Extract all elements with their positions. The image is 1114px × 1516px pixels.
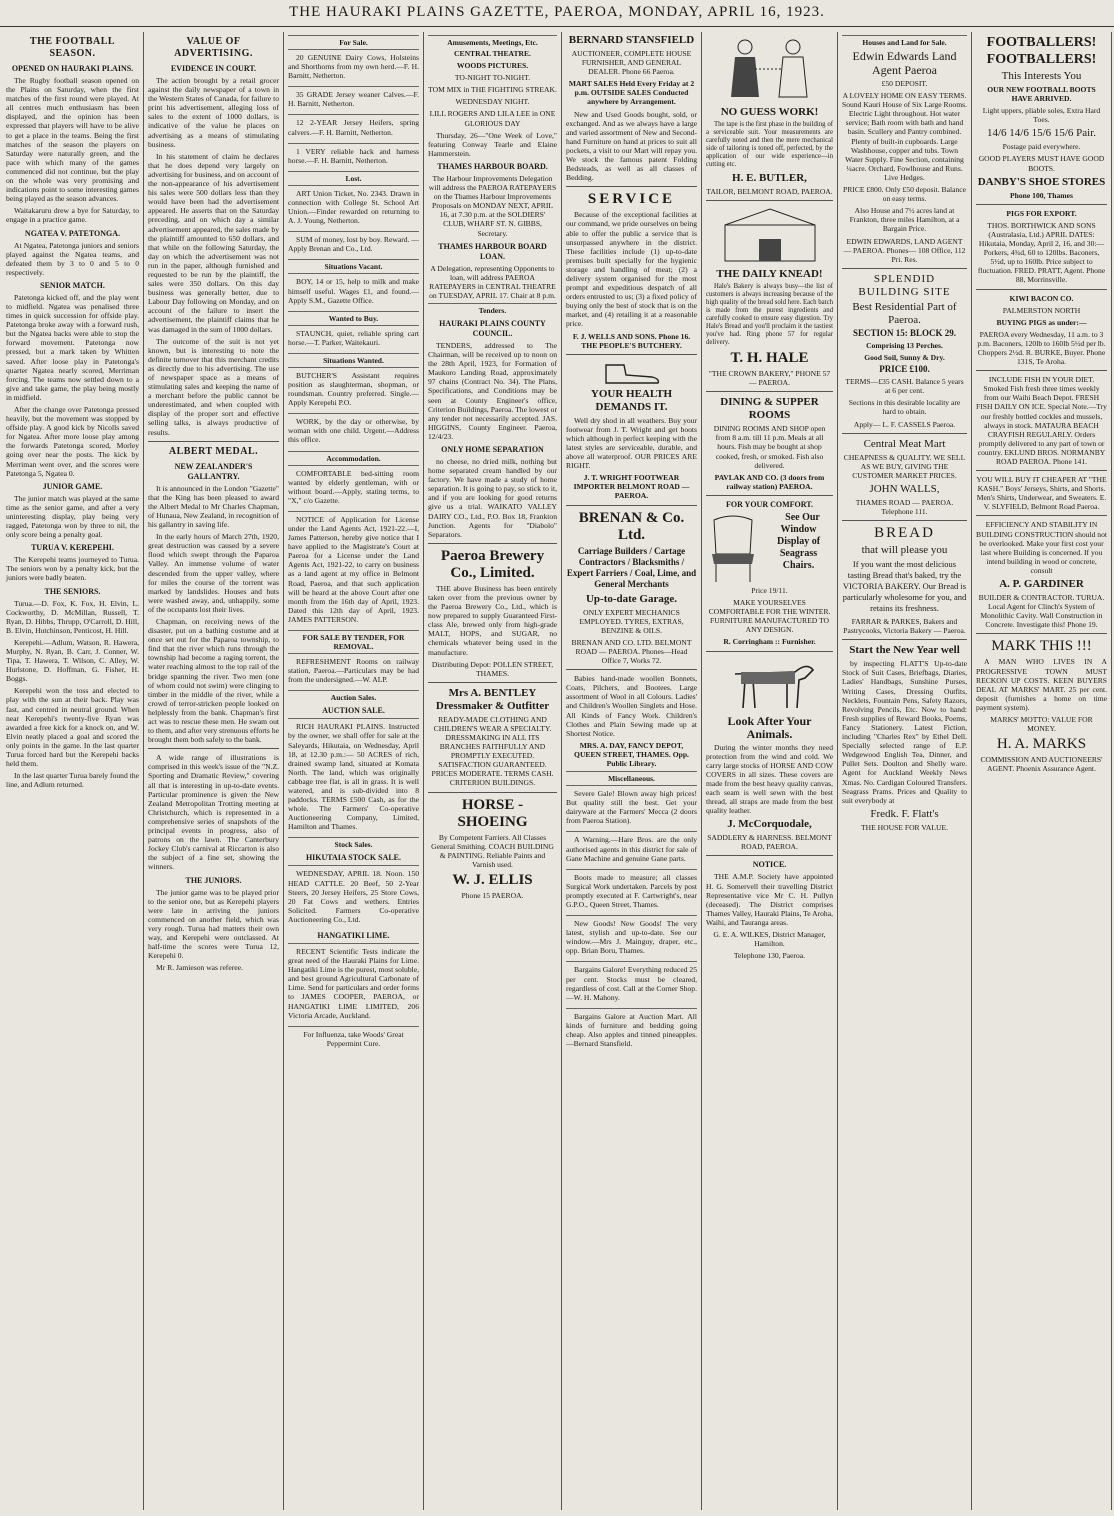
mccorquodale-name: J. McCorquodale, bbox=[727, 818, 812, 831]
ad-text: TOM MIX in THE FIGHTING STREAK. bbox=[428, 85, 557, 95]
article-title: VALUE OF ADVERTISING. bbox=[174, 36, 253, 59]
seagrass-chair-illustration-icon bbox=[706, 514, 760, 584]
ad-text: WEDNESDAY NIGHT. bbox=[455, 97, 530, 107]
ad-text: By Competent Farriers. All Classes General Smithing. COACH BUILDING & PAINTING. Reliable Paints and Varnish used. bbox=[431, 832, 554, 869]
classified-ad: SUM of money, lost by boy. Reward. — Apply Brenan and Co., Ltd. bbox=[288, 231, 419, 256]
ad-text: MRS. A. DAY, FANCY DEPOT, QUEEN STREET, THAMES. Opp. Public Library. bbox=[574, 740, 689, 768]
paragraph: The action brought by a retail grocer against the daily newspaper of a town in the Western States of Canada, for failure to print his advertisement, alleging loss of sales to the extent of 1000 dollars, is indicative of the value he places on advertising as a means of stimulating business. bbox=[148, 76, 279, 149]
section-heading: Lost. bbox=[288, 171, 419, 183]
ad-text: During the winter months they need protection from the wind and cold. We carry large stocks of HORSE AND COW COVERS in all sizes. These covers are made from the best heavy quality canvas, each seam is well sewn with the best thread, all straps are made from the best quality leather. bbox=[706, 742, 833, 816]
ad-text: Thursday, 26—"One Week of Love," featuring Conway Tearle and Elaine Hammerstein. bbox=[428, 130, 557, 158]
ad-text: A LOVELY HOME ON EASY TERMS. Sound Kauri House of Six Large Rooms. Electric Light throughout. Hot water service; Bath room with bath and hand basin. Scullery and Pantry combined. Plenty of built-in cupboards. Large Washhouse, copper and tubs. Town Water Supply. Fine Section, containing ¼acre. Orchard, Fowlhouse and Runs. Live Hedges. bbox=[842, 91, 967, 182]
hale-name: T. H. HALE bbox=[730, 350, 809, 367]
paragraph: The junior match was played at the same time as the senior game, and after a very uninteresting display, play being very ragged, Patetonga won by three to nil, the only score being a penalty goal. bbox=[6, 493, 139, 540]
classified-ad: 20 GENUINE Dairy Cows, Holsteins and Shorthorns from my own herd.—F. H. Barnitt, Netherton. bbox=[288, 49, 419, 83]
paragraph: The Kerepehi teams journeyed to Turua. The seniors won by a penalty kick, but the juniors were badly beaten. bbox=[6, 555, 139, 583]
ad-heading: THAMES HARBOUR BOARD LOAN. bbox=[438, 241, 547, 261]
ad-text: Because of the exceptional facilities at our command, we pride ourselves on being able to offer the public a service that is unsurpassed anywhere in the district. These facilities include (1) up-to-date premises built specially for the hygienic storage and handling of meat; (2) a delivery system organised for the most prompt and expeditious despatch of all orders entrusted to us; (3) a fixed policy of buying only the best of stock that is on the market, and (4) retailing it at a reasonable price. bbox=[566, 210, 697, 329]
paragraph: Turua.—D. Fox, K. Fox, H. Elvin, L. Cockworthy, D. McMillan, Russell, T. Ryan, D. Hibbs, Thrupp, O'Carroll, D. Hill, B. Elvin, Hutchinson, Penticost, H. Hill. bbox=[6, 598, 139, 635]
classified-ad: Boots made to measure; all classes Surgical Work undertaken. Parcels by post promptly executed at F. Cartwright's, near G.P.O., Queen Street, Thames. bbox=[566, 869, 697, 912]
ad-text: Distributing Depot: POLLEN STREET, THAMES. bbox=[431, 659, 554, 678]
boot-illustration-icon bbox=[602, 359, 662, 385]
classified-ad: For Influenza, take Woods' Great Peppermint Cure. bbox=[288, 1026, 419, 1051]
ad-text: MART SALES Held Every Friday at 2 p.m. OUTSIDE SALES Conducted anywhere by Arrangement. bbox=[568, 79, 695, 107]
column-football bbox=[2, 32, 144, 1510]
ad-text: A Delegation, representing Opponents to loan, will address PAEROA RATEPAYERS in CENTRAL THEATRE on TUESDAY, APRIL 17. Chair at 8 p.m. bbox=[429, 263, 556, 300]
paragraph: A wide range of illustrations is comprised in this week's issue of the "N.Z. Sporting and Dramatic Review," covering all that is interesting in up-to-date events. Particular prominence is given the New Zealand Metropolitan Trotting meeting at Christchurch, which is represented in a comprehensive series of snapshots of the principal events in progress, also of patrons on the lawn. The Canterbury Jockey Club's carnival at Riccarton is also the subject of a fine set, showing the winners. bbox=[148, 753, 279, 872]
ad-heading: NOTICE. bbox=[752, 860, 787, 870]
ad-text: no cheese, no dried milk, nothing but home separated cream handled by our factory. We have made a study of home separation. It is going to pay, so stick to it, and if you are looking for good returns give us a trial. WAIKATO VALLEY DAIRY CO., Ltd., P.O. Box 18, Frankton Junction. Agents for "Diabolo" Separators. bbox=[428, 457, 557, 539]
ad-text: OUR NEW FOOTBALL BOOTS HAVE ARRIVED. bbox=[987, 85, 1096, 104]
section-heading: SENIOR MATCH. bbox=[40, 280, 105, 290]
ad-text: EFFICIENCY AND STABILITY IN BUILDING CONSTRUCTION should not be overlooked. Make your first cost your last where Building is concerned. If you intend building in wood or concrete, consult bbox=[976, 520, 1107, 575]
ad-text: Sections in this desirable locality are hard to obtain. bbox=[848, 398, 961, 417]
ad-text: EDWIN EDWARDS, LAND AGENT — PAEROA. Phones— 108 Office, 112 Pri. Res. bbox=[843, 236, 966, 264]
ad-heading: CENTRAL THEATRE. bbox=[454, 49, 531, 58]
brenan-name: BRENAN & Co. Ltd. bbox=[578, 509, 685, 543]
ad-text: THE above Business has been entirely taken over from the previous owner by the Paeroa Brewery Co., Ltd., which is now prepared to supply Guaranteed First-class Ale, brewed only from high-grade MALT, HOPS, and SUGAR, no chemicals whatever being used in the manufacture. bbox=[428, 583, 557, 657]
ad-text: Comprising 13 Perches. bbox=[866, 340, 943, 350]
masthead: THE HAURAKI PLAINS GAZETTE, PAEROA, MONDAY, APRIL 16, 1923. bbox=[0, 4, 1114, 27]
ad-heading: FOR YOUR COMFORT. bbox=[725, 499, 814, 509]
horse-illustration-icon bbox=[715, 656, 825, 712]
ad-text: Apply— L. F. CASSELS Paeroa. bbox=[853, 419, 956, 429]
ad-text: TAILOR, BELMONT ROAD, PAEROA. bbox=[706, 187, 833, 196]
ad-text: PIGS FOR EXPORT. bbox=[1006, 208, 1077, 218]
ad-text: The tape is the first phase in the building of a serviceable suit. Your measurements are carefully noted and then the mere mechanical side of tailoring is toned off, perfected, by the application of our wide experience—in cutting etc. bbox=[706, 121, 833, 168]
ad-text: PRICE £100. bbox=[879, 364, 930, 375]
ad-text: Phone 100, Thames bbox=[1010, 190, 1073, 200]
paragraph: After the change over Patetonga pressed heavily, but the movement was stopped by offside play. A good kick by Nicolls saved for Ngatea. After more loose play among the forwards Patetonga scored, Morley going over near the posts. The kick by Merriman went over, and the scores were Patetonga 5, Ngatea 0. bbox=[6, 405, 139, 478]
classified-ad: RECENT Scientific Tests indicate the great need of the Hauraki Plains for Lime. Hangatiki Lime is the purest, most soluble, and best ground Agricultural Carbonate of Lime. Send for particulars and order forms to JAMES COOPER, PAEROA, or HANGATIKI LIME LIMITED, 206 Victoria Arcade, Auckland. bbox=[288, 943, 419, 1023]
ad-text: INCLUDE FISH IN YOUR DIET. Smoked Fish fresh three times weekly from our Waihi Beach Depot. FRESH FISH DAILY ON ICE. Special Note.—Try our freshly bottled cockles and mussels, always in stock. MATAURA BEACH CRAYFISH REGULARLY. Orders promptly delivered to any part of town or country. EKLUND BROS. NORMANBY ROAD PAEROA. Phone 141. bbox=[976, 375, 1107, 466]
classified-ad: RICH HAURAKI PLAINS. Instructed by the owner, we shall offer for sale at the Saleyards, Hikutaia, on Wednesday, April 18, at 12.30 p.m.:— 50 ACRES of rich, drained swamp land, situated at Komata North. The land, which was originally cabbage tree flat, is all in grass. It is well watered, and is sub-divided into 8 paddocks. TERMS £500 Cash, as for the whole. The Farmers' Co-operative Auctioneering Company, Limited, Hamilton and Thames. bbox=[288, 718, 419, 834]
section-heading: Auction Sales. bbox=[288, 690, 419, 702]
classified-ad: WEDNESDAY, APRIL 18. Noon. 150 HEAD CATTLE. 20 Beef, 50 2-Year Steers, 20 Jersey Heifers, 25 Store Cows, 20 Fat Cows and wethers. Entries Solicited. Farmers Co-operative Auctioneering Co., Ltd. bbox=[288, 865, 419, 927]
section-heading: FOR SALE BY TENDER, FOR REMOVAL. bbox=[288, 630, 419, 651]
residential-heading: Best Residential Part of Paeroa. bbox=[852, 300, 957, 326]
ad-text: Babies hand-made woollen Bonnets, Coats, Pilchers, and Bootees. Large assortment of Wool in all Colours. Ladies' and Children's Woollen Singlets and Hose. All Kinds of Fancy Work. Children's Clothes and Plain Sewing made up at Shortest Notice. bbox=[566, 674, 697, 738]
ad-text: THAMES ROAD — PAEROA. Telephone 111. bbox=[855, 497, 954, 516]
classified-ad: BUTCHER'S Assistant requires position as slaughterman, shopman, or roundsman. Country preferred. Single.—Apply Kerepehi P.O. bbox=[288, 367, 419, 410]
classified-ad: BOY, 14 or 15, help to milk and make himself useful. Wages £1, and found.—Apply S.M., Gazette Office. bbox=[288, 273, 419, 307]
column-classifieds bbox=[284, 32, 424, 1510]
service-heading: SERVICE bbox=[587, 191, 676, 208]
ad-text: "THE CROWN BAKERY," PHONE 57 — PAEROA. bbox=[708, 369, 831, 388]
ad-text: Well dry shod in all weathers. Buy your footwear from J. T. Wright and get boots which although in perfect keeping with the latest styles are serviceable, durable, and above all waterproof. OUR PRICES ARE RIGHT. bbox=[566, 415, 697, 471]
ad-text: FARRAR & PARKES, Bakers and Pastrycooks, Victoria Bakery — Paeroa. bbox=[843, 617, 966, 636]
ad-text: COMMISSION AND AUCTIONEERS' AGENT. Phoenix Assurance Agent. bbox=[980, 755, 1103, 774]
ad-text: J. T. WRIGHT FOOTWEAR IMPORTER BELMONT ROAD — PAEROA. bbox=[573, 473, 690, 501]
section-heading: NGATEA V. PATETONGA. bbox=[24, 228, 121, 238]
section-heading: Houses and Land for Sale. bbox=[842, 35, 967, 47]
site-heading: SPLENDID BUILDING SITE bbox=[858, 272, 951, 298]
article-subtitle: OPENED ON HAURAKI PLAINS. bbox=[11, 64, 134, 73]
ad-text: MAKE YOURSELVES COMFORTABLE FOR THE WINTER. FURNITURE MANUFACTURED TO ANY DESIGN. bbox=[708, 598, 831, 635]
ad-text: R. Corringham :: Furnisher. bbox=[723, 637, 816, 647]
classified-ad: New Goods! New Goods! The very latest, stylish and up-to-date. See our window.—Mrs J. Mainguy, draper, etc., opp. Brian Boru, Thames. bbox=[566, 915, 697, 958]
ad-text: G. E. A. WILKES, District Manager, Hamilton. bbox=[713, 930, 826, 949]
ad-text: BRENAN AND CO. LTD. BELMONT ROAD — PAEROA. Phones—Head Office 7, Works 72. bbox=[571, 637, 692, 666]
ad-heading: THAMES HARBOUR BOARD. bbox=[437, 161, 548, 171]
paragraph: In the early hours of March 27th, 1920, great destruction was caused by a severe flood which swept through the Paparoa Valley. An immense volume of water descended from the upper valley, where for miles the course of the torrent was marked by landslides. Houses and huts were washed away, and, unhappily, some of the occupants lost their lives. bbox=[148, 532, 279, 614]
stansfield-name: BERNARD STANSFIELD bbox=[568, 34, 695, 46]
ad-text: AUCTIONEER, COMPLETE HOUSE FURNISHER, AND GENERAL DEALER. Phone 66 Paeroa. bbox=[571, 49, 692, 77]
bread-heading: BREAD bbox=[874, 525, 935, 542]
meat-mart-heading: Central Meat Mart bbox=[863, 437, 946, 450]
new-year-heading: Start the New Year well bbox=[849, 644, 960, 657]
ad-text: New and Used Goods bought, sold, or exchanged. And as we always have a large and varied assortment of New and Second-hand Furniture on hand at prices to suit all pockets, a visit to our Mart will repay you. We stock the famous patent Folding Bedsteads, as well as all classes of Bedding. bbox=[566, 109, 697, 183]
butler-name: H. E. BUTLER, bbox=[732, 172, 807, 184]
section-heading: For Sale. bbox=[288, 35, 419, 47]
paragraph: In the last quarter Turua barely found the line, and Adlum returned. bbox=[6, 771, 139, 790]
health-heading: YOUR HEALTH DEMANDS IT. bbox=[590, 387, 673, 413]
mark-heading: MARK THIS !!! bbox=[991, 638, 1092, 655]
flatt-name: Fredk. F. Flatt's bbox=[870, 807, 939, 820]
classified-ad: 12 2-YEAR Jersey Heifers, spring calvers.—F. H. Barnitt, Netherton. bbox=[288, 114, 419, 139]
ad-text: LILL ROGERS AND LILA LEE in ONE GLORIOUS DAY bbox=[429, 109, 556, 128]
classified-ad: A Warning.—Hare Bros. are the only authorised agents in this district for sale of Gane Machine and genuine Gane parts. bbox=[566, 831, 697, 865]
ad-text: THE A.M.P. Society have appointed H. G. Somervell their travelling District Representative vice Mr C. H. Pullyn (deceased). The District comprises Thames Valley, Hauraki Plains, Te Aroha, Waihi, and Tauranga areas. bbox=[706, 872, 833, 927]
paragraph: Kerepehi won the toss and elected to play with the sun at their back. Play was fast, and centred in neutral ground. When near Kerepehi's twenty-five Ryan was awarded a free kick for a knock on, and W. Elvin neatly placed a goal and scored the only points in the game. In the last quarter Turua forced hard but the Kerepehi backs held them. bbox=[6, 686, 139, 769]
ad-heading: AUCTION SALE. bbox=[322, 706, 385, 716]
classified-ad: WORK, by the day or otherwise, by woman with one child. Urgent.—Address this office. bbox=[288, 413, 419, 447]
section-heading: Amusements, Meetings, Etc. bbox=[428, 35, 557, 47]
ad-text: BUYING PIGS as under:— bbox=[996, 317, 1087, 327]
section-heading: Stock Sales. bbox=[288, 837, 419, 849]
dining-heading: DINING & SUPPER ROOMS bbox=[720, 396, 819, 422]
horse-shoeing-heading: HORSE - SHOEING bbox=[457, 796, 528, 830]
ad-text: by inspecting FLATT'S Up-to-date Stock of Suit Cases, Briefbags, Diaries, Ladies' Handbags, Sunshine Purses, Writing Cases, Dressing Outfits, Necklets, Fountain Pens, Safety Razors, Revolving Pencils, Etc. Now to hand: Fresh supplies of Reward Books, Poems, Fancy Stationery. Latest Fiction, including "Charles Rex" by Ethel Dell. Specially selected range of E.P. Wedgewood English Tea, Dinner, and Pullet Sets. Doulton and Shelly ware. Agent for Auckland Weekly News Xmas. No. Cardigan Coloured Transfers. Seagrass Prams. Prices and Quality to suit everybody at bbox=[842, 659, 967, 805]
section-heading: Tenders. bbox=[428, 303, 557, 315]
article-title: THE FOOTBALL SEASON. bbox=[29, 36, 116, 59]
ad-text: KIWI BACON CO. bbox=[1009, 293, 1074, 303]
classified-ad: Bargains Galore at Auction Mart. All kinds of furniture and bedding going cheap. Also apples and tinned pineapples.—Bernard Stansfield. bbox=[566, 1008, 697, 1051]
ad-text: TO-NIGHT TO-NIGHT. bbox=[454, 73, 531, 83]
ad-heading: HIKUTAIA STOCK SALE. bbox=[305, 853, 402, 863]
ad-text: SADDLERY & HARNESS. BELMONT ROAD, PAEROA. bbox=[707, 833, 832, 852]
paragraph: Patetonga kicked off, and the play went to midfield. Ngatea was penalised three times in quick succession for offside play. Patetonga broke away with a forward rush, but the Ngatea backs were able to stop the forward movement. Patetonga now pressed, but a mark taken by Whitten saved. After loose play in Patetonga's quarter Ngatea nearly scored, Merriman forcing. The teams now settled down to a give and take game, the play being mostly in midfield. bbox=[6, 292, 139, 402]
column-land-agents bbox=[838, 32, 972, 1510]
knead-heading: THE DAILY KNEAD! bbox=[716, 268, 823, 281]
paragraph: At Ngatea, Patetonga juniors and seniors played against the Ngatea teams, and defeated them by 3 to 0 and 5 to 0 respectively. bbox=[6, 240, 139, 277]
ellis-name: W. J. ELLIS bbox=[452, 871, 533, 888]
animals-heading: Look After Your Animals. bbox=[727, 713, 812, 741]
paragraph: The outcome of the suit is not yet known, but is interesting to note the definite turnover that this merchant credits as directly due to his advertising. The use of newspaper space as a means of stimulating sales and keeping the name of a merchant before the public cannot be underestimated, and when coupled with display of the proper sort and effective selling talks, is always productive of results. bbox=[148, 336, 279, 437]
ad-text: BUILDER & CONTRACTOR. TURUA. Local Agent for Clinch's System of Monolithic Cavity. Wall Construction in Concrete. Investigate this! Phone 19. bbox=[978, 593, 1105, 630]
paragraph: Mr R. Jamieson was referee. bbox=[156, 963, 243, 973]
ad-text: MARKS' MOTTO: VALUE FOR MONEY. bbox=[990, 714, 1093, 734]
ad-text: Hale's Bakery is always busy—the list of customers is always increasing because of the high quality of the bread sold here. Each batch is made from the purest ingredients and carefully cooked to ensure easy digestion. Try Hale's Bread and you'll proclaim it the tastiest you've had. Ring phone 57 for regular delivery. bbox=[706, 283, 833, 347]
chairs-heading: See Our Window Display of Seagrass Chairs. bbox=[776, 511, 821, 571]
ad-text: SECTION 15: BLOCK 29. bbox=[852, 327, 957, 338]
guess-heading: NO GUESS WORK! bbox=[720, 106, 819, 118]
garage-heading: Up-to-date Garage. bbox=[585, 592, 678, 605]
classified-ad: Bargains Galore! Everything reduced 25 per cent. Stocks must be cleared, regardless of cost. Call at the Corner Shop.—W. H. Mahony. bbox=[566, 961, 697, 1004]
ad-text: F. J. WELLS AND SONS. Phone 16. THE PEOPLE'S BUTCHERY. bbox=[572, 331, 691, 350]
interests-heading: This Interests You bbox=[1001, 70, 1082, 82]
danby-name: DANBY'S SHOE STORES bbox=[977, 175, 1106, 188]
ad-heading: WOODS PICTURES. bbox=[456, 61, 529, 71]
ad-text: TERMS—£35 CASH. Balance 5 years at 6 per cent. bbox=[845, 377, 964, 396]
ad-text: Phone 15 PAEROA. bbox=[461, 890, 524, 900]
section-heading: Situations Vacant. bbox=[288, 259, 419, 271]
classified-ad: Severe Gale! Blown away high prices! But quality still the best. Get your dairyware at the Farmers' Mecca (2 doors from Paeroa Station). bbox=[566, 785, 697, 828]
ad-heading: HANGATIKI LIME. bbox=[317, 931, 390, 940]
classified-ad: 1 VERY reliable hack and harness horse.—F. H. Barnitt, Netherton. bbox=[288, 143, 419, 168]
column-advertising bbox=[144, 32, 284, 1510]
ad-text: Good Soil, Sunny & Dry. bbox=[864, 352, 945, 362]
ad-text: GOOD PLAYERS MUST HAVE GOOD BOOTS. bbox=[978, 154, 1105, 173]
ad-text: DINING ROOMS AND SHOP open from 8 a.m. till 11 p.m. Meals at all hours. Fish may be bought at shop cooked, fresh, or smoked. Fish also delivered. bbox=[713, 424, 826, 470]
ad-text: PAEROA every Wednesday, 11 a.m. to 3 p.m. Baconers, 120lb to 160lb 5½d per lb. Choppers 2½d. R. BURKE, Buyer. Phone 131S, Te Aroha. bbox=[977, 329, 1106, 367]
section-heading: Wanted to Buy. bbox=[288, 311, 419, 323]
paragraph: Kerepehi.—Adlum, Watson, R. Hawera, Murphy, N. Ryan, B. Carr, J. Conner, W. Tipa, T. Hawera, T. Wilson, C. Alley, W. Hurlstone, D. Hoffman, G. Fisher, H. Boggs. bbox=[6, 637, 139, 684]
gardiner-name: A. P. GARDINER bbox=[999, 578, 1084, 591]
section-heading: Accommodation. bbox=[288, 451, 419, 463]
ad-text: Telephone 130, Paeroa. bbox=[733, 951, 806, 961]
column-footballers bbox=[972, 32, 1112, 1510]
ad-text: A MAN WHO LIVES IN A PROGRESSIVE TOWN MUST RECKON UP COSTS. KEEN BUYERS DEAL AT MARKS' MART. 25 per cent. deposit (furnishes a home on time payment system). bbox=[976, 657, 1107, 712]
article-subtitle: NEW ZEALANDER'S GALLANTRY. bbox=[174, 461, 253, 481]
ad-text: TENDERS, addressed to The Chairman, will be received up to noon on the 28th April, 1923, for Formation of Maukoro Landing Road, approximately 97 chains (Contract No. 34). The Plans, Specifications, and Conditions may be seen at County Engineer's office, Criterion Buildings, Paeroa. The lowest or any tender not necessarily accepted. JAS. HIGGINS, County Engineer. Paeroa, 12/4/23. bbox=[428, 340, 557, 441]
section-heading: THE JUNIORS. bbox=[185, 875, 242, 885]
classified-ad: 35 GRADE Jersey weaner Calves.—F. H. Barnitt, Netherton. bbox=[288, 86, 419, 111]
article-title: ALBERT MEDAL. bbox=[168, 445, 259, 457]
section-heading: THE SENIORS. bbox=[44, 586, 101, 596]
column-illustrated-ads bbox=[702, 32, 838, 1510]
ad-text: THOS. BORTHWICK AND SONS (Australasia, Ltd.) APRIL DATES: Hikutaia, Monday, April 2, 16, and 30:— Porkers, 4¾d, 60 to 120lbs. Baconers, 5½d, up to 160lb. Price subject to fluctuation. FRED. PRATT, Agent. Phone 88, Morrinsville. bbox=[977, 220, 1106, 285]
paragraph: The junior game was to be played prior to the senior one, but as Kerepehi players were late in arriving the juniors commenced on another field, which was very rough. Turua had matters their own way, and Kerepehi were outclassed. At half-time the scores were Turua 12, Kerepehi 0. bbox=[148, 887, 279, 961]
ad-text: PAVLAK AND CO. (3 doors from railway station) PAEROA. bbox=[714, 472, 825, 491]
bakery-illustration-icon bbox=[715, 205, 825, 265]
walls-name: JOHN WALLS, bbox=[869, 482, 940, 495]
classified-ad: COMFORTABLE bed-sitting room wanted by elderly gentleman, with or without board.—Apply, stating terms, to "X," c/o Gazette. bbox=[288, 465, 419, 508]
marks-name: H. A. MARKS bbox=[996, 736, 1087, 753]
footballers-heading: FOOTBALLERS! FOOTBALLERS! bbox=[986, 35, 1097, 67]
brewery-name: Paeroa Brewery Co., Limited. bbox=[440, 547, 545, 581]
ad-text: £50 DEPOSIT. bbox=[881, 79, 928, 88]
article-subtitle: EVIDENCE IN COURT. bbox=[170, 64, 257, 73]
dressmaker-name: Mrs A. BENTLEY Dressmaker & Outfitter bbox=[435, 686, 550, 712]
ad-text: CHEAPNESS & QUALITY. WE SELL AS WE BUY, GIVING THE CUSTOMER MARKET PRICES. bbox=[843, 452, 966, 480]
classified-ad: ART Union Ticket, No. 2343. Drawn in connection with College St. School Art Union.—Finder rewarded on returning to A. J. Young, Netherton. bbox=[288, 185, 419, 228]
section-heading: JUNIOR GAME. bbox=[42, 481, 103, 491]
paragraph: Waitakaruru drew a bye for Saturday, to engage in a practice game. bbox=[6, 206, 139, 225]
bread-subheading: that will please you bbox=[861, 544, 948, 557]
ad-text: PALMERSTON NORTH bbox=[1002, 305, 1081, 315]
ad-text: YOU WILL BUY IT CHEAPER AT "THE KASH." Boys' Jerseys, Shirts, and Shorts. Men's Shirts, Underwear, and Sweaters. E. V. SLYFIELD, Belmont Road Paeroa. bbox=[976, 475, 1107, 512]
classified-ad: NOTICE of Application for License under the Land Agents Act, 1921-22.—I, James Patterson, hereby give notice that I have applied to the Magistrate's Court at Paeroa for a License under the Land Agents Act, 1921-22, to carry on business as a land agent at my office in Belmont Road, Paeroa, and that such application will be heard at the above Court after one month from the 16th day of April, 1923. Dated this 12th day of April, 1923. JAMES PATTERSON. bbox=[288, 511, 419, 627]
ad-text: PRICE £800. Only £50 deposit. Balance on easy terms. bbox=[843, 185, 966, 204]
ad-text: THE HOUSE FOR VALUE. bbox=[860, 822, 949, 832]
ad-text: Light uppers, pliable soles, Extra Hard Toes. bbox=[982, 106, 1101, 125]
ad-text: Price 19/11. bbox=[751, 585, 788, 595]
ad-heading: ONLY HOME SEPARATION bbox=[441, 445, 544, 454]
section-heading: TURUA V. KEREPEHI. bbox=[31, 543, 114, 553]
paragraph: The Rugby football season opened on the Plains on Saturday, when the first matches of the first round were played. At all centres much enthusiasm has been displayed, and the opinion has been expressed that players will have to be alive to get a place in the teams. Being the first matches of the season the players on Saturday were naturally green, and the pace with which many of the games commenced did not continue, but the play on the whole was very promising and indications point to some interesting games being played as the season advances. bbox=[6, 76, 139, 204]
tailor-measuring-illustration-icon bbox=[715, 35, 825, 103]
ad-text: The Harbour Improvements Delegation will address the PAEROA RATEPAYERS on the Thames Harbour Improvements Proposals on MONDAY NEXT, APRIL 16, at 7.30 p.m. at the SOLDIERS' CLUB, WHARF ST. N. GIBBS, Secretary. bbox=[428, 173, 557, 238]
paragraph: In his statement of claim he declares that he does depend very largely on advertising for business, and on account of the non-appearance of his advertisement his sales were 500 dollars less than they would have been had the advertisement appeared. He asserts that on the Saturday preceding, and on which day a similar advertisement appeared, the sales made by the plaintiff amounted to 650 dollars, and that while on the following Saturday, the day on which the advertisement was not run in the paper, although furnished and requested to be run by the plaintiff, the sales were 350 dollars. On this day business was generally better, due to Labour Day following on Monday, and on account of the failure to insert the advertisement, the plaintiff claims that he was damaged in the sum of 1000 dollars. bbox=[148, 151, 279, 334]
ad-heading: HAURAKI PLAINS COUNTY COUNCIL. bbox=[439, 318, 546, 338]
ad-text: If you want the most delicious tasting Bread that's baked, try the VICTORIA BAKERY. Our Bread is particularly wholesome for you, and retains its freshness. bbox=[842, 559, 967, 614]
classified-ad: REFRESHMENT Rooms on railway station, Paeroa.—Particulars may be had from the undersigned.—W. ALP. bbox=[288, 653, 419, 687]
column-merchants bbox=[562, 32, 702, 1510]
ad-text: Postage paid everywhere. bbox=[1002, 142, 1081, 152]
column-amusements bbox=[424, 32, 562, 1510]
paragraph: It is announced in the London "Gazette" that the King has been pleased to award the Albert Medal to Mr Charles Chapman, of Hunaua, New Zealand, in recognition of his gallantry in saving life. bbox=[148, 483, 279, 530]
section-heading: Situations Wanted. bbox=[288, 353, 419, 365]
ad-text: ONLY EXPERT MECHANICS EMPLOYED. TYRES, EXTRAS, BENZINE & OILS. bbox=[579, 607, 684, 635]
ad-text: Also House and 7½ acres land at Frankton, three miles Hamilton, at a Bargain Price. bbox=[849, 206, 960, 234]
ad-text: Carriage Builders / Cartage Contractors / Blacksmiths / Expert Farriers / Coal, Lime, and General Merchants bbox=[566, 545, 697, 589]
classified-ad: STAUNCH, quiet, reliable spring cart horse.—T. Parker, Waitekauri. bbox=[288, 325, 419, 350]
boot-prices: 14/6 14/6 15/6 15/6 Pair. bbox=[986, 127, 1097, 140]
paragraph: Chapman, on receiving news of the disaster, put on a bathing costume and at once set out for the Paparoa township, to find that the river which runs through the township had become a raging torrent, the water reaching almost to the top rail of the bridge spanning the river. Two men (one of whom could not swim) were clinging to timber in the middle of the river, while a crowd of terror-stricken people looked on helplessly from the bank. Chapman's first act was to rescue these men. He swam out to them, and after very strenuous efforts he brought them both safely to the bank. bbox=[148, 616, 279, 745]
edwards-name: Edwin Edwards Land Agent Paeroa bbox=[852, 49, 957, 77]
ad-text: READY-MADE CLOTHING AND CHILDREN'S WEAR A SPECIALTY. DRESSMAKING IN ALL ITS BRANCHES FAITHFULLY AND PROMPTLY EXECUTED. SATISFACTION GUARANTEED. PRICES MODERATE. TERMS CASH. CRITERION BUILDINGS. bbox=[431, 714, 554, 788]
section-heading: Miscellaneous. bbox=[566, 771, 697, 783]
